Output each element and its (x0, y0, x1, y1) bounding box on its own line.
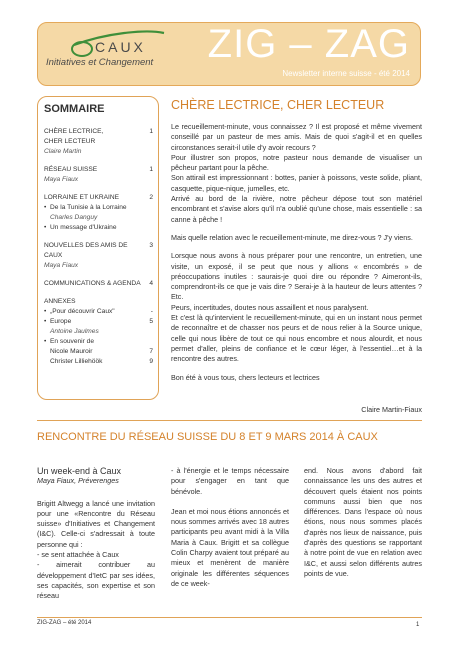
toc-bullet[interactable]: • Un message d'Ukraine (44, 223, 153, 233)
toc-entry[interactable]: NOUVELLES DES AMIS DE CAUX 3 (44, 242, 153, 259)
page-number: 1 (416, 622, 420, 628)
toc-section-nouvelles (44, 241, 153, 271)
paragraph: - aimerait contribuer au développement d'IetC par ses idées, ses capacités, son expertise et son réseau (37, 560, 155, 601)
logo-subtitle: Initiatives et Changement (46, 57, 154, 68)
toc-entry[interactable]: RÉSEAU SUISSE 1 (44, 166, 153, 173)
footer-divider (37, 617, 422, 618)
toc-subentry[interactable]: Nicole Mauroir 7 (50, 348, 153, 355)
paragraph: end. Nous avons d'abord fait connaissance les uns des autres et découvert quels étaient nos points communs aussi bien que nos différences. Dans l'espace où nous étions, nous nous sommes placés d'après nos lieux de naissance, puis d'après des questions se rapportant à notre point de vue en relation avec I&C, et aussi selon différents autres points de vue. (304, 466, 422, 578)
toc-section-reseau (44, 165, 153, 185)
paragraph: Lorsque nous avons à nous préparer pour une rencontre, un entretien, une visite, un exposé, il se peut que nous y allions « encombrés » de préoccupations inutiles : saurais-je quoi dire ou répondre ? Aimeront-ils, comprendront-ils ce que je vais dire ? Serai-je à la hauteur de leurs attentes ? Etc. (171, 251, 422, 302)
paragraph: Arrivé au bord de la rivière, notre pêcheur dépose tout son matériel encombrant et s'avise alors qu'il n'a oublié qu'une chose, mais essentielle : sa canne à pêche ! (171, 194, 422, 224)
paragraph: Pour illustrer son propos, notre pasteur nous demande de visualiser un pêcheur partant pour la pêche. (171, 152, 422, 173)
toc-subentry[interactable]: Christer Lilliehöök 9 (50, 358, 153, 365)
article-subtitle: Un week-end à Caux (37, 466, 122, 476)
table-of-contents (37, 96, 159, 400)
paragraph: Jean et moi nous étions annoncés et nous sommes arrivés avec 18 autres participants peu avant midi à la Villa Maria à Caux. Brigitt et sa collègue Colin Charpy avaient tout préparé au mieux et menèrent de manière originale les différentes séquences de ce week- (171, 506, 289, 588)
newsletter-edition: Newsletter interne suisse - été 2014 (282, 69, 410, 78)
toc-bullet[interactable]: • En souvenir de (44, 337, 153, 347)
toc-section-annexes (44, 297, 153, 367)
newsletter-title: ZIG – ZAG (207, 22, 410, 66)
paragraph: Brigitt Altwegg a lancé une invitation pour une «Rencontre du Réseau suisse» d'Initiatives et Changement (I&C). Celle-ci s'adressait à toute personne qui : (37, 498, 155, 549)
paragraph: Son attirail est impressionnant : bottes, panier à poissons, veste solide, pliant, casquette, pique-nique, jumelles, etc. (171, 173, 422, 193)
column-3 (304, 466, 422, 579)
column-1 (37, 466, 155, 602)
toc-section-editorial (44, 127, 153, 157)
toc-section-agenda (44, 279, 153, 289)
toc-author: Claire Martin (44, 148, 82, 155)
paragraph: Et c'est là qu'intervient le recueillement-minute, qui en un instant nous permet de reconnaître et de chasser nos peurs et de nous relier à la Source unique, celle qui nous libère de tout ce qui nous encombre et nous alourdit, et nous permet d'aller, pleins de confiance et le cœur léger, à l'essentiel…et à la rencontre des autres. (171, 313, 422, 364)
toc-title: SOMMAIRE (44, 103, 105, 115)
toc-bullet[interactable]: • Europe 5 (44, 317, 153, 327)
paragraph: Bon été à vous tous, chers lecteurs et lectrices (171, 372, 320, 382)
toc-author: Maya Fiaux (44, 262, 79, 269)
paragraph: - à l'énergie et le temps nécessaire pour s'engager en tant que bénévole. (171, 466, 289, 496)
paragraph: - se sent attachée à Caux (37, 550, 119, 560)
toc-entry[interactable]: CHÈRE LECTRICE, 1 (44, 128, 153, 135)
toc-entry[interactable]: COMMUNICATIONS & AGENDA 4 (44, 280, 153, 287)
toc-author: Antoine Jaulmes (50, 328, 99, 335)
section-divider (37, 420, 422, 421)
toc-bullet[interactable]: • „Pour découvrir Caux" - (44, 307, 153, 317)
newsletter-header (37, 22, 421, 86)
signature: Claire Martin-Fiaux (361, 405, 422, 414)
toc-section-lorraine (44, 193, 153, 233)
logo-word: CAUX (95, 39, 146, 55)
toc-entry[interactable]: LORRAINE ET UKRAINE 2 (44, 194, 153, 201)
toc-entry[interactable]: ANNEXES (44, 298, 76, 305)
section-title: RENCONTRE DU RÉSEAU SUISSE DU 8 ET 9 MARS 2014 À CAUX (37, 431, 378, 443)
paragraph: Mais quelle relation avec le recueillement-minute, me direz-vous ? J'y viens. (171, 232, 413, 242)
paragraph: Le recueillement-minute, vous connaissez ? Il est proposé et même vivement conseillé par un pasteur de mes amis. Mais de quoi s'agit-il et en quelles circonstances serait-il utile d'y avoir recours ? (171, 122, 422, 152)
toc-author: Charles Danguy (50, 214, 98, 221)
article-author: Maya Fiaux, Préverenges (37, 476, 119, 486)
toc-bullet[interactable]: • De la Tunisie à la Lorraine (44, 203, 153, 213)
column-2 (171, 466, 289, 589)
toc-entry-cont: CHER LECTEUR (44, 138, 96, 145)
editorial-body (171, 122, 422, 383)
toc-author: Maya Fiaux (44, 176, 79, 183)
footer-issue: ZIG-ZAG – été 2014 (37, 620, 92, 626)
editorial-title: CHÈRE LECTRICE, CHER LECTEUR (171, 98, 385, 112)
paragraph: Peurs, incertitudes, doutes nous assaillent et nous paralysent. (171, 302, 369, 312)
